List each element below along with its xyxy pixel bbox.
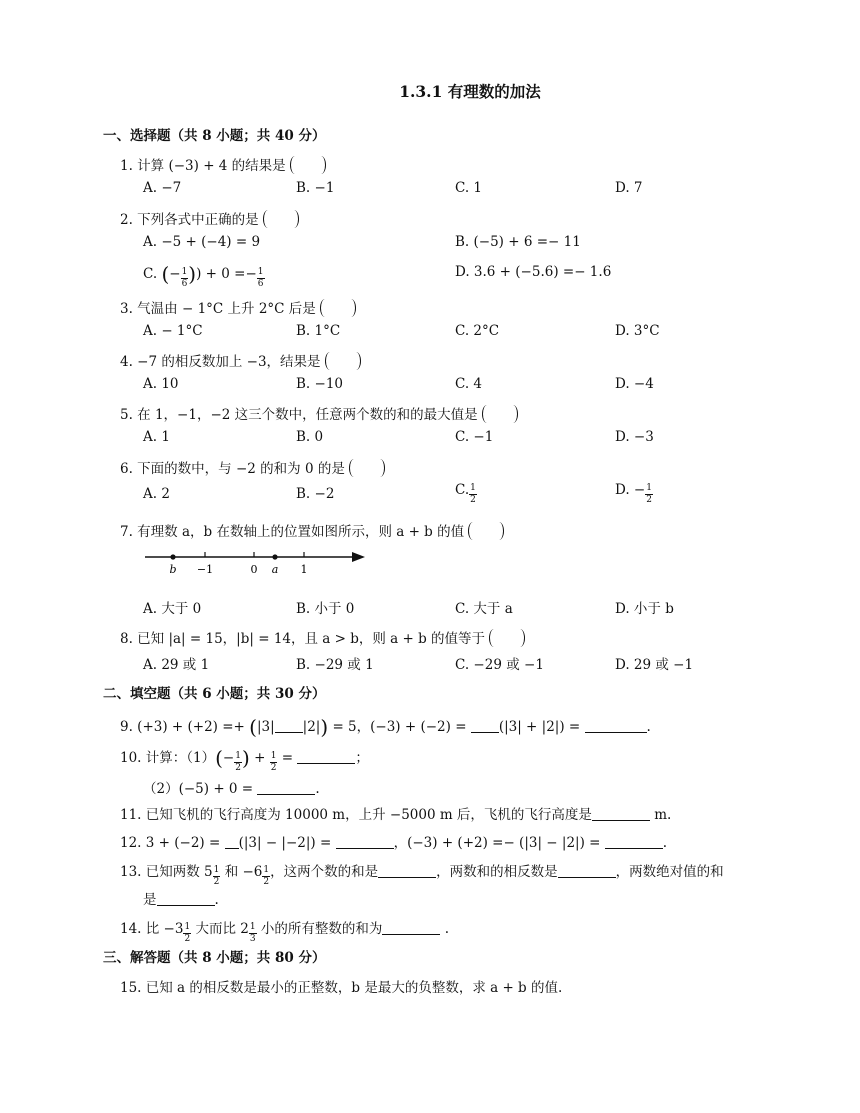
q5-option-a: A. 1 xyxy=(143,429,170,445)
fraction: $\frac{1}{2}$ xyxy=(646,483,652,505)
label-a: a xyxy=(271,563,279,576)
q5-option-b: B. 0 xyxy=(296,429,324,445)
question-10: 10. 计算：（1）(− $\frac{1}{2}$ ) + $\frac{1}{2}$ = ； xyxy=(120,746,369,773)
q3-option-b: B. 1°C xyxy=(296,323,341,339)
answer-paren xyxy=(349,459,385,477)
label-b: b xyxy=(169,563,177,576)
q3-option-d: D. 3°C xyxy=(615,323,660,339)
q5-option-d: D. −3 xyxy=(615,429,654,445)
answer-paren xyxy=(482,405,518,423)
question-14: 14. 比 −3 $\frac{1}{2}$ 大而比 2 $\frac{1}{3}$ 小的所有整数的和为 . xyxy=(120,921,449,944)
q3-option-a: A. − 1°C xyxy=(143,323,203,339)
q1-option-d: D. 7 xyxy=(615,180,643,196)
q1-option-c: C. 1 xyxy=(455,180,483,196)
q6-option-b: B. −2 xyxy=(296,486,335,502)
q6-option-c: C. $\frac{1}{2}$ xyxy=(455,482,476,505)
arrow-head-icon xyxy=(352,552,365,562)
question-12: 12. 3 + (−2) = (|3| − |−2|) = ，(−3) + (+2) =− (|3| − |2|) = . xyxy=(120,835,668,851)
q3-option-c: C. 2°C xyxy=(455,323,500,339)
answer-blank[interactable] xyxy=(297,749,355,764)
q4-option-c: C. 4 xyxy=(455,376,483,392)
answer-blank[interactable] xyxy=(225,834,239,849)
label-minus-one: −1 xyxy=(196,563,214,576)
q2-option-a: A. −5 + (−4) = 9 xyxy=(143,234,261,250)
answer-blank[interactable] xyxy=(558,863,616,878)
fraction: $\frac{1}{2}$ xyxy=(270,751,277,773)
answer-paren xyxy=(468,522,504,540)
question-4-stem: 4. −7 的相反数加上 −3，结果是 xyxy=(120,354,321,370)
question-2 xyxy=(120,208,299,228)
q6-option-d: D. − $\frac{1}{2}$ xyxy=(615,482,652,505)
answer-blank[interactable] xyxy=(471,718,499,733)
answer-blank[interactable] xyxy=(605,834,663,849)
question-7 xyxy=(120,520,504,540)
question-8 xyxy=(120,627,525,647)
answer-blank[interactable] xyxy=(585,718,647,733)
answer-blank[interactable] xyxy=(336,834,394,849)
question-8-stem: 8. 已知 |a| = 15，|b| = 14，且 a > b，则 a + b 的值等于 xyxy=(120,631,486,647)
q6-option-a: A. 2 xyxy=(143,486,170,502)
fraction: $\frac{1}{2}$ xyxy=(470,483,476,505)
answer-blank[interactable] xyxy=(378,863,436,878)
q4-option-b: B. −10 xyxy=(296,376,343,392)
question-5 xyxy=(120,403,518,423)
question-13: 13. 已知两数 5 $\frac{1}{2}$ 和 −6 $\frac{1}{2}$ ，这两个数的和是 ，两数和的相反数是 ，两数绝对值的和 xyxy=(120,864,724,887)
question-2-stem: 2. 下列各式中正确的是 xyxy=(120,212,259,228)
question-5-stem: 5. 在 1，−1，−2 这三个数中，任意两个数的和的最大值是 xyxy=(120,407,478,423)
question-3 xyxy=(120,297,356,317)
point-a xyxy=(272,554,277,559)
q7-option-d: D. 小于 b xyxy=(615,601,674,617)
question-15: 15. 已知 a 的相反数是最小的正整数，b 是最大的负整数，求 a + b 的值. xyxy=(120,980,563,996)
fraction: $\frac{1}{3}$ xyxy=(249,922,256,944)
fraction: $\frac{1}{2}$ xyxy=(263,865,270,887)
q1-option-a: A. −7 xyxy=(143,180,182,196)
fraction: $\frac{1}{2}$ xyxy=(213,865,220,887)
section-heading-solve: 三、解答题（共 8 小题；共 80 分） xyxy=(103,950,326,966)
question-4 xyxy=(120,350,361,370)
answer-blank[interactable] xyxy=(157,891,215,906)
q4-option-d: D. −4 xyxy=(615,376,654,392)
answer-paren xyxy=(320,299,356,317)
q1-option-b: B. −1 xyxy=(296,180,335,196)
question-1 xyxy=(120,154,326,174)
q8-option-d: D. 29 或 −1 xyxy=(615,657,694,673)
q2-option-b: B. (−5) + 6 =− 11 xyxy=(455,234,581,250)
answer-paren xyxy=(489,629,525,647)
question-6 xyxy=(120,457,385,477)
q2-option-d: D. 3.6 + (−5.6) =− 1.6 xyxy=(455,264,612,280)
q8-option-a: A. 29 或 1 xyxy=(143,657,210,673)
point-b xyxy=(170,554,175,559)
label-one: 1 xyxy=(300,563,308,576)
q7-option-b: B. 小于 0 xyxy=(296,601,355,617)
question-3-stem: 3. 气温由 − 1°C 上升 2°C 后是 xyxy=(120,301,316,317)
q5-option-c: C. −1 xyxy=(455,429,494,445)
number-line-figure xyxy=(140,545,380,579)
answer-blank[interactable] xyxy=(257,780,315,795)
question-1-stem: 1. 计算 (−3) + 4 的结果是 xyxy=(120,158,286,174)
question-10-part-2: （2）(−5) + 0 = . xyxy=(143,781,320,797)
fraction: $\frac{1}{6}$ xyxy=(181,267,188,289)
question-6-stem: 6. 下面的数中，与 −2 的和为 0 的是 xyxy=(120,461,345,477)
q4-option-a: A. 10 xyxy=(143,376,179,392)
fraction: $\frac{1}{2}$ xyxy=(235,751,241,773)
fraction: $\frac{1}{6}$ xyxy=(257,267,264,289)
question-9: 9. (+3) + (+2) =+ (|3| |2|) = 5，(−3) + (−2) = (|3| + |2|) = . xyxy=(120,715,651,739)
page-title: 1.3.1 有理数的加法 xyxy=(399,82,541,101)
answer-paren xyxy=(290,156,326,174)
answer-paren xyxy=(325,352,361,370)
q7-option-a: A. 大于 0 xyxy=(143,601,202,617)
answer-blank[interactable] xyxy=(382,920,440,935)
section-heading-choice: 一、选择题（共 8 小题；共 40 分） xyxy=(103,128,326,144)
section-heading-fill-in: 二、填空题（共 6 小题；共 30 分） xyxy=(103,686,326,702)
q8-option-c: C. −29 或 −1 xyxy=(455,657,544,673)
question-13-line-2: 是 . xyxy=(143,892,219,908)
q8-option-b: B. −29 或 1 xyxy=(296,657,374,673)
q2-option-c: C. (− $\frac{1}{6}$ )) + 0 =− $\frac{1}{6}$ xyxy=(143,262,264,289)
fraction: $\frac{1}{2}$ xyxy=(184,922,191,944)
answer-blank[interactable] xyxy=(275,718,303,733)
answer-paren xyxy=(263,210,299,228)
q7-option-c: C. 大于 a xyxy=(455,601,513,617)
question-7-stem: 7. 有理数 a，b 在数轴上的位置如图所示，则 a + b 的值 xyxy=(120,524,465,540)
question-11: 11. 已知飞机的飞行高度为 10000 m，上升 −5000 m 后，飞机的飞行高度是 m. xyxy=(120,807,672,823)
label-zero: 0 xyxy=(250,563,258,576)
answer-blank[interactable] xyxy=(592,806,650,821)
